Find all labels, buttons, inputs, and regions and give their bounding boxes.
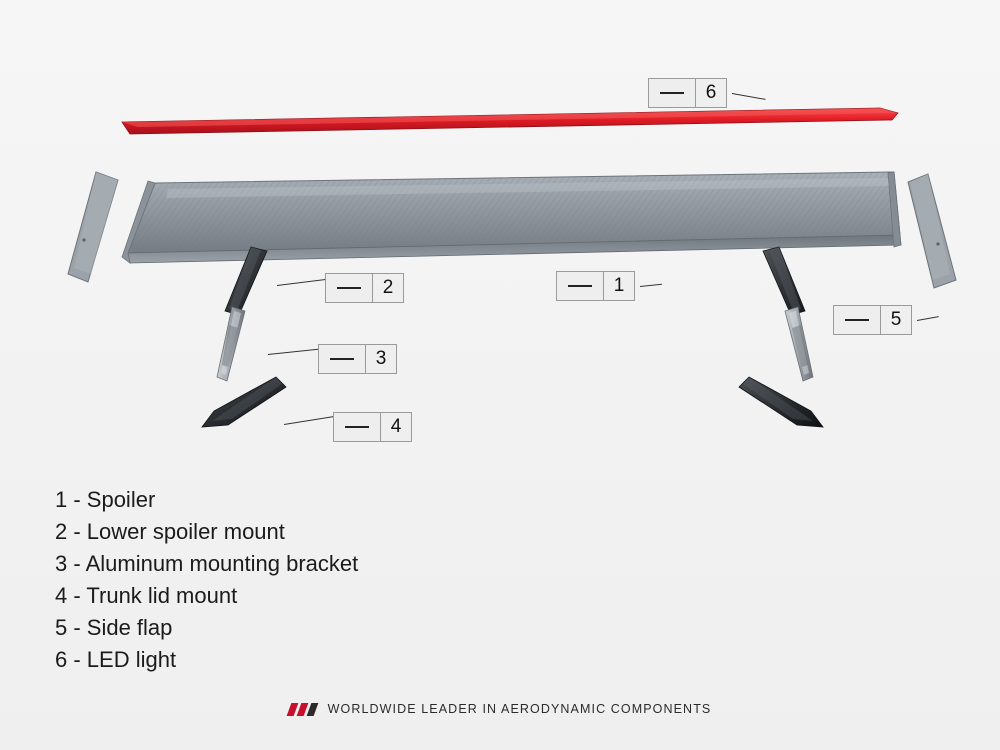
leader-line-4 [284,416,337,425]
footer-tagline: WORLDWIDE LEADER IN AERODYNAMIC COMPONENTS [327,702,712,716]
legend-list [55,484,575,676]
callout-number-4: 4 [380,413,411,441]
callout-1[interactable] [556,271,635,301]
callout-number-2: 2 [372,274,403,302]
part-right-trunk-mount [735,375,827,433]
legend-item: 6 - LED light [55,647,177,672]
part-left-trunk-mount [198,375,290,433]
legend-item: 4 - Trunk lid mount [55,583,238,608]
part-led-strip [120,100,900,148]
callout-3[interactable] [318,344,397,374]
leader-line-1 [640,284,662,287]
legend-item: 5 - Side flap [55,615,173,640]
part-left-flap [62,170,122,290]
callout-dash-4 [334,413,380,441]
callout-4[interactable] [333,412,412,442]
callout-number-1: 1 [603,272,634,300]
callout-number-6: 6 [695,79,726,107]
legend-item: 1 - Spoiler [55,487,156,512]
leader-line-5 [917,316,939,321]
callout-dash-6 [649,79,695,107]
callout-dash-5 [834,306,880,334]
callout-number-5: 5 [880,306,911,334]
legend-item: 3 - Aluminum mounting bracket [55,551,359,576]
callout-6[interactable] [648,78,727,108]
footer-banner [0,702,1000,716]
callout-dash-1 [557,272,603,300]
part-right-flap [900,172,962,297]
callout-number-3: 3 [365,345,396,373]
brand-stripes-icon [286,703,318,716]
callout-dash-3 [319,345,365,373]
callout-dash-2 [326,274,372,302]
part-left-stanchion [205,245,285,395]
leader-line-6 [732,93,766,100]
legend-item: 2 - Lower spoiler mount [55,519,285,544]
callout-5[interactable] [833,305,912,335]
callout-2[interactable] [325,273,404,303]
part-right-stanchion [745,245,825,395]
